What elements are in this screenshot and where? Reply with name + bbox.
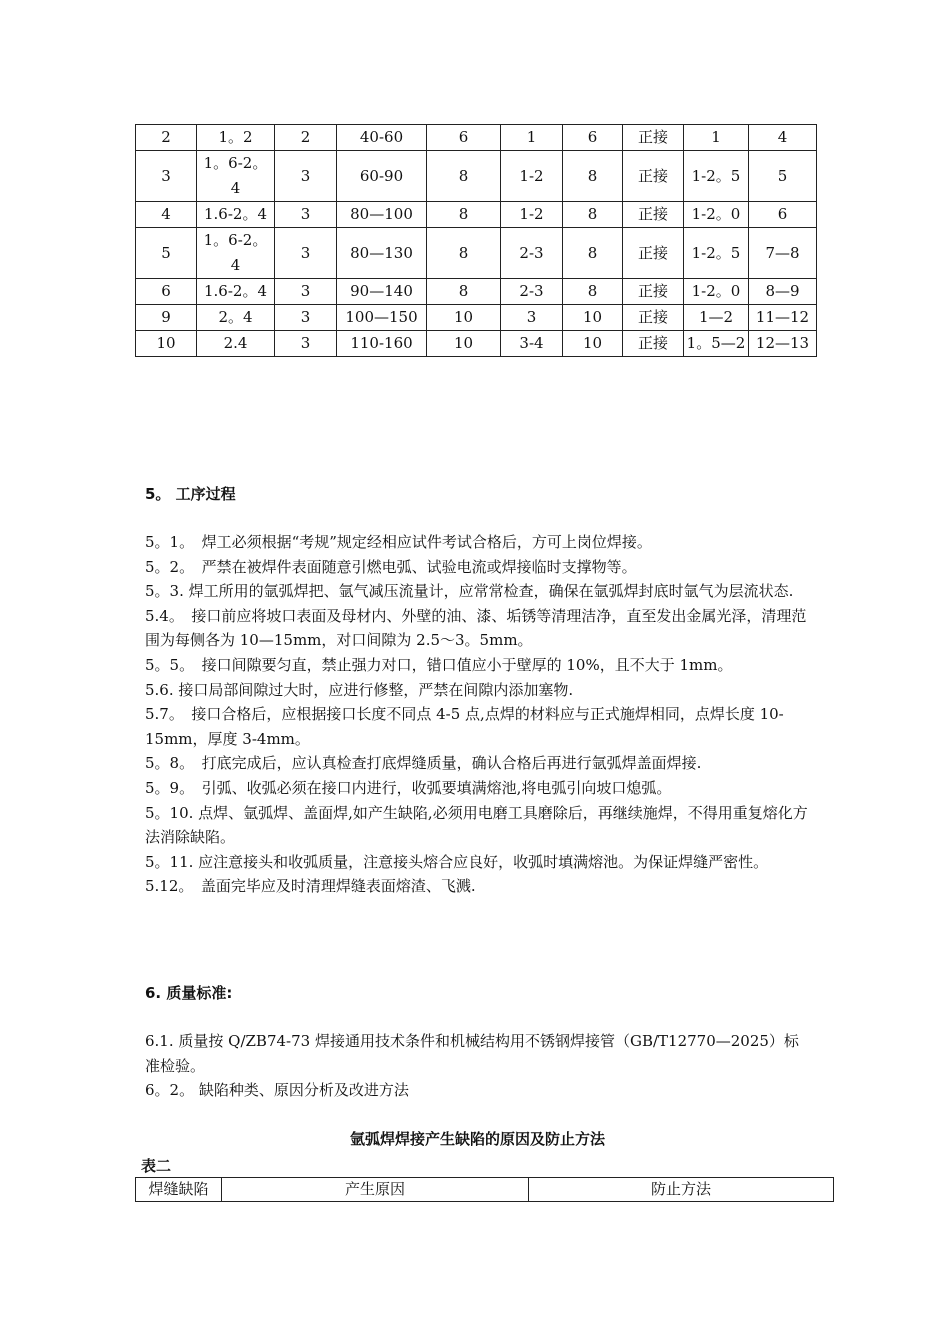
table-cell: 3	[275, 305, 337, 331]
table-cell: 1	[501, 125, 563, 151]
paragraph-6-2: 6。2。 缺陷种类、原因分析及改进方法	[145, 1081, 409, 1100]
table-cell: 3-4	[501, 331, 563, 357]
table-cell: 6	[136, 279, 197, 305]
table-cell: 10	[427, 305, 501, 331]
table-cell: 1.6-2。4	[197, 202, 275, 228]
table-cell: 9	[136, 305, 197, 331]
section-6-heading: 6. 质量标准:	[145, 984, 233, 1002]
defect-table-header-row	[136, 1178, 834, 1202]
table-cell: 1—2	[684, 305, 749, 331]
table-cell: 10	[563, 305, 623, 331]
table-row	[136, 202, 817, 228]
table-cell: 10	[136, 331, 197, 357]
paragraph-5-11: 5。11. 应注意接头和收弧质量，注意接头熔合应良好，收弧时填满熔池。为保证焊缝严密性。	[145, 852, 769, 871]
table-cell: 2	[136, 125, 197, 151]
defect-table	[135, 1177, 834, 1202]
table-cell: 1.6-2。4	[197, 279, 275, 305]
section-5-body	[145, 530, 810, 899]
table-cell: 6	[427, 125, 501, 151]
table-cell: 1-2。0	[684, 202, 749, 228]
table-cell: 110-160	[337, 331, 427, 357]
table-cell: 1-2。5	[684, 228, 749, 279]
table-cell: 正接	[623, 331, 684, 357]
table-cell: 1-2	[501, 202, 563, 228]
table-cell: 4	[136, 202, 197, 228]
table-row	[136, 279, 817, 305]
paragraph-5-12: 5.12。 盖面完毕应及时清理焊缝表面熔渣、飞溅.	[145, 877, 476, 896]
table-cell: 1	[684, 125, 749, 151]
table-cell: 10	[427, 331, 501, 357]
defect-table-title: 氩弧焊焊接产生缺陷的原因及防止方法	[349, 1130, 605, 1148]
table-cell: 正接	[623, 228, 684, 279]
table-cell: 11—12	[749, 305, 817, 331]
table-cell: 10	[563, 331, 623, 357]
table-cell: 6	[563, 125, 623, 151]
table-cell: 12—13	[749, 331, 817, 357]
paragraph-5-9: 5。9。 引弧、收弧必须在接口内进行，收弧要填满熔池,将电弧引向坡口熄弧。	[145, 778, 672, 797]
section-6-body	[145, 1029, 810, 1103]
header-defect: 焊缝缺陷	[136, 1178, 222, 1202]
table-cell: 8	[427, 228, 501, 279]
table-cell: 正接	[623, 125, 684, 151]
table-cell: 1-2。0	[684, 279, 749, 305]
table-cell: 5	[749, 151, 817, 202]
table-cell: 3	[136, 151, 197, 202]
header-prevention: 防止方法	[529, 1178, 834, 1202]
defect-table-label: 表二	[141, 1157, 172, 1175]
table-cell: 3	[275, 202, 337, 228]
table-cell: 正接	[623, 202, 684, 228]
section-5-heading: 5。 工序过程	[145, 485, 236, 503]
table-cell: 4	[749, 125, 817, 151]
table-cell: 60-90	[337, 151, 427, 202]
paragraph-5-8: 5。8。 打底完成后，应认真检查打底焊缝质量，确认合格后再进行氩弧焊盖面焊接.	[145, 754, 702, 773]
table-cell: 3	[275, 279, 337, 305]
paragraph-5-6: 5.6. 接口局部间隙过大时，应进行修整，严禁在间隙内添加塞物.	[145, 680, 574, 699]
table-cell: 8	[563, 279, 623, 305]
table-cell: 90—140	[337, 279, 427, 305]
paragraph-6-1: 6.1. 质量按 Q/ZB74-73 焊接通用技术条件和机械结构用不锈钢焊接管（GB/T12770—2025）标准检验。	[145, 1032, 799, 1075]
table-cell: 3	[501, 305, 563, 331]
table-cell: 80—130	[337, 228, 427, 279]
table-cell: 3	[275, 331, 337, 357]
paragraph-5-7: 5.7。 接口合格后，应根据接口长度不同点 4-5 点,点焊的材料应与正式施焊相同，点焊长度 10-15mm，厚度 3-4mm。	[145, 705, 784, 748]
table-cell: 8	[427, 279, 501, 305]
table-cell: 3	[275, 151, 337, 202]
table-cell: 正接	[623, 151, 684, 202]
table-row	[136, 305, 817, 331]
paragraph-5-1: 5。1。 焊工必须根据“考规”规定经相应试件考试合格后，方可上岗位焊接。	[145, 533, 652, 551]
table-cell: 1。2	[197, 125, 275, 151]
table-cell: 1。5—2	[684, 331, 749, 357]
table-cell: 正接	[623, 305, 684, 331]
header-cause: 产生原因	[222, 1178, 529, 1202]
table-cell: 8—9	[749, 279, 817, 305]
table-cell: 8	[427, 202, 501, 228]
table-cell: 2.4	[197, 331, 275, 357]
table-cell: 正接	[623, 279, 684, 305]
table-cell: 3	[275, 228, 337, 279]
table-cell: 7—8	[749, 228, 817, 279]
table-cell: 80—100	[337, 202, 427, 228]
table-cell: 8	[563, 202, 623, 228]
paragraph-5-10: 5。10. 点焊、氩弧焊、盖面焊,如产生缺陷,必须用电磨工具磨除后，再继续施焊，不得用重复熔化方法消除缺陷。	[145, 803, 808, 847]
table-cell: 1。6-2。4	[197, 228, 275, 279]
table-cell: 2。4	[197, 305, 275, 331]
welding-parameters-table	[135, 124, 817, 357]
table-cell: 2	[275, 125, 337, 151]
table-cell: 2-3	[501, 228, 563, 279]
table-cell: 8	[563, 151, 623, 202]
table-row	[136, 228, 817, 279]
paragraph-5-5: 5。5。 接口间隙要匀直，禁止强力对口，错口值应小于壁厚的 10%，且不大于 1mm。	[145, 655, 733, 674]
paragraph-5-4: 5.4。 接口前应将坡口表面及母材内、外壁的油、漆、垢锈等清理洁净，直至发出金属光泽，清理范围为每侧各为 10—15mm，对口间隙为 2.5～3。5mm。	[145, 606, 807, 650]
table-cell: 8	[427, 151, 501, 202]
table-cell: 1-2	[501, 151, 563, 202]
table-cell: 5	[136, 228, 197, 279]
table-cell: 2-3	[501, 279, 563, 305]
table-row	[136, 331, 817, 357]
table-row	[136, 151, 817, 202]
table-cell: 8	[563, 228, 623, 279]
table-cell: 40-60	[337, 125, 427, 151]
table-cell: 1-2。5	[684, 151, 749, 202]
table-row	[136, 125, 817, 151]
table-cell: 100—150	[337, 305, 427, 331]
paragraph-5-3: 5。3. 焊工所用的氩弧焊把、氩气减压流量计，应常常检查，确保在氩弧焊封底时氩气为层流状态.	[145, 582, 794, 601]
paragraph-5-2: 5。2。 严禁在被焊件表面随意引燃电弧、试验电流或焊接临时支撑物等。	[145, 557, 637, 576]
table-cell: 1。6-2。4	[197, 151, 275, 202]
table-cell: 6	[749, 202, 817, 228]
